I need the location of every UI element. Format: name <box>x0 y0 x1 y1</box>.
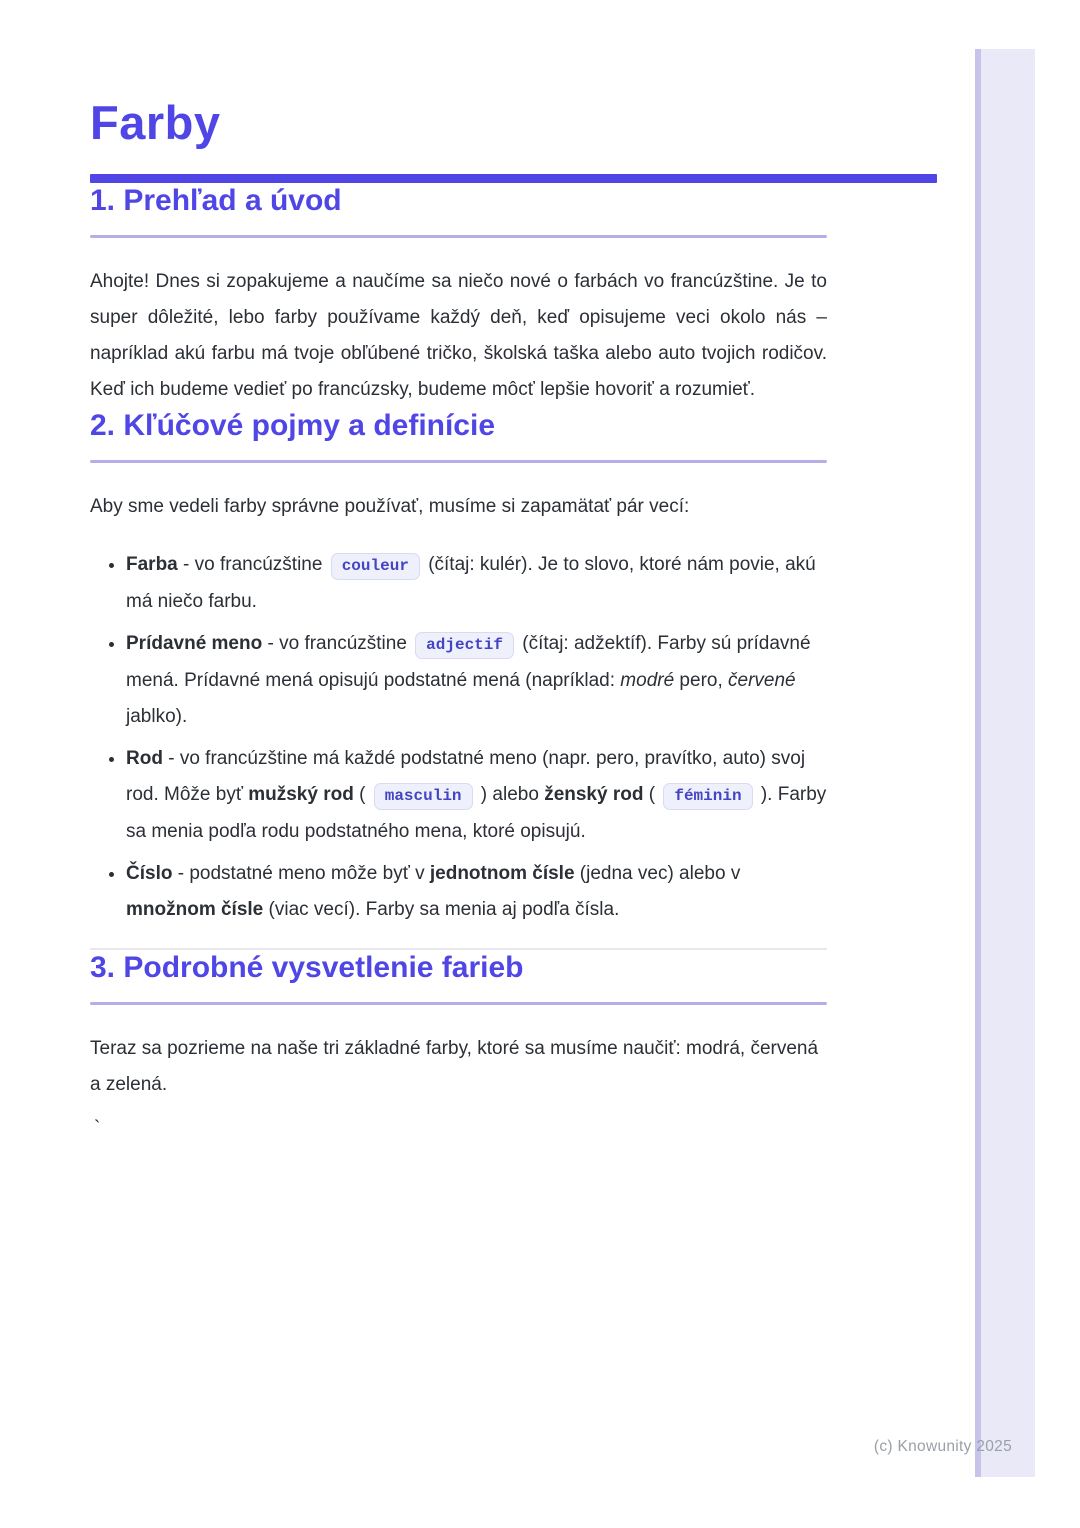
section-3-paragraph: Teraz sa pozrieme na naše tri základné farby, ktoré sa musíme naučiť: modrá, červená a zelená. <box>90 1038 819 1096</box>
list-item <box>126 626 827 735</box>
page-title: Farby <box>90 96 221 149</box>
bold-text: jednotnom čísle <box>429 863 575 885</box>
stray-backtick: ` <box>94 1118 101 1140</box>
right-page-edge-rail <box>975 49 1035 1477</box>
bold-text: Farba <box>126 554 178 576</box>
text-segment: jablko). <box>126 706 188 728</box>
italic-text: červené <box>728 670 796 692</box>
section-2-heading-rule <box>90 460 827 463</box>
text-segment: ( <box>353 784 371 806</box>
text-segment: (jedna vec) alebo v <box>574 863 741 885</box>
inline-code: masculin <box>374 783 473 810</box>
italic-text: modré <box>620 670 675 692</box>
copyright-footer: (c) Knowunity 2025 <box>873 1438 1012 1455</box>
section-1-paragraph: Ahojte! Dnes si zopakujeme a naučíme sa niečo nové o farbách vo francúzštine. Je to super dôležité, lebo farby používame každý deň, keď opisujeme veci okolo nás – napríklad akú farbu má tvoje obľúbené tričko, školská taška alebo auto tvojich rodičov. Keď ich budeme vedieť po francúzsky, budeme môcť lepšie hovoriť a rozumieť. <box>90 271 827 401</box>
document-content <box>90 0 827 1141</box>
bold-text: mužský rod <box>248 784 354 806</box>
bold-text: Číslo <box>126 863 173 885</box>
text-segment: - vo francúzštine <box>177 554 328 576</box>
text-segment: - vo francúzštine má každé podstatné meno (napr. pero, pravítko, auto) svoj rod. Môže byť <box>126 748 806 806</box>
text-segment: (viac vecí). Farby sa menia aj podľa čísla. <box>263 899 620 921</box>
title-rule <box>90 174 937 183</box>
text-segment: ( <box>643 784 661 806</box>
inline-code: couleur <box>331 553 420 580</box>
text-segment: - podstatné meno môže byť v <box>172 863 430 885</box>
section-3-heading: 3. Podrobné vysvetlenie farieb <box>90 951 524 985</box>
section-2-intro: Aby sme vedeli farby správne používať, musíme si zapamätať pár vecí: <box>90 496 690 518</box>
text-segment: ) alebo <box>475 784 545 806</box>
list-item <box>126 547 827 620</box>
text-segment: (čítaj: adžektíf). Farby sú prídavné mená. Prídavné mená opisujú podstatné mená (napríklad: <box>126 633 811 692</box>
list-item <box>126 856 827 928</box>
section-1-heading-rule <box>90 235 827 238</box>
section-3-heading-rule <box>90 1002 827 1005</box>
text-segment: pero, <box>674 670 729 692</box>
bold-text: ženský rod <box>544 784 644 806</box>
text-segment: (čítaj: kulér). Je to slovo, ktoré nám povie, akú má niečo farbu. <box>126 554 816 613</box>
bold-text: množnom čísle <box>126 899 264 921</box>
text-segment: - vo francúzštine <box>262 633 413 655</box>
inline-code: féminin <box>663 783 752 810</box>
bold-text: Prídavné meno <box>126 633 263 655</box>
section-1-heading: 1. Prehľad a úvod <box>90 184 342 218</box>
text-segment: ). Farby sa menia podľa rodu podstatného mena, ktoré opisujú. <box>126 784 827 843</box>
list-item <box>126 741 827 850</box>
bold-text: Rod <box>126 748 163 770</box>
key-terms-list <box>90 547 827 928</box>
inline-code: adjectif <box>415 632 514 659</box>
section-2-heading: 2. Kľúčové pojmy a definície <box>90 409 496 443</box>
